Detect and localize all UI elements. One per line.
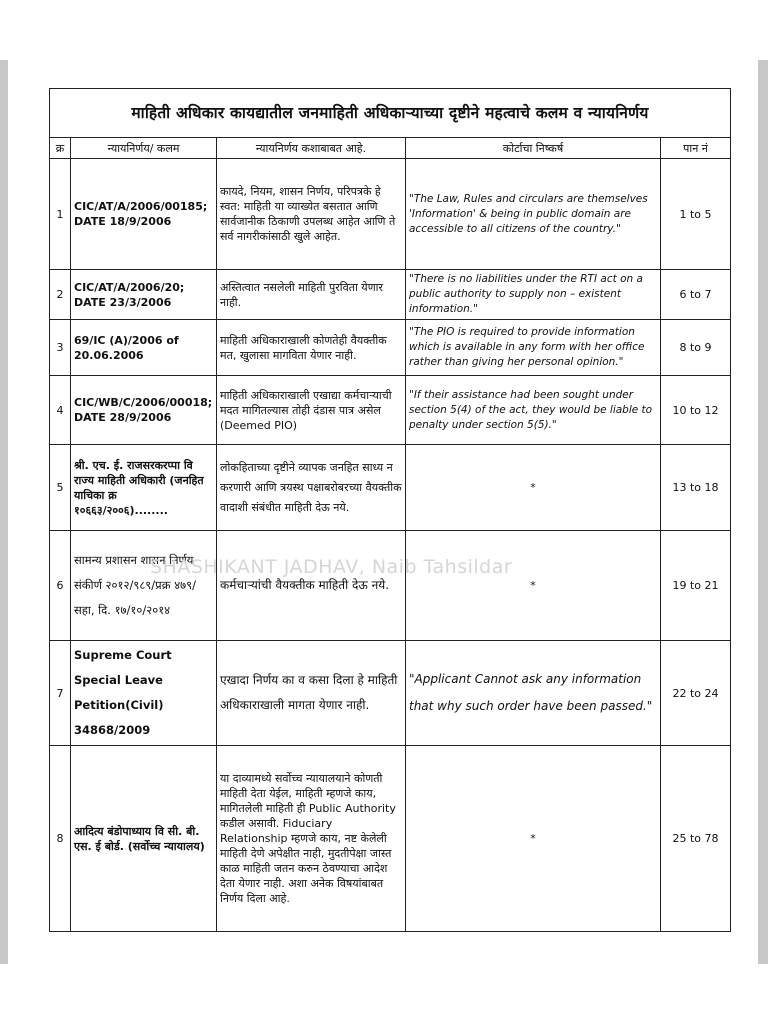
ruling-reference: Supreme Court Special Leave Petition(Civil) 34868/2009 (71, 641, 217, 746)
row-number: 2 (50, 270, 71, 320)
table-header-row (50, 138, 731, 159)
ruling-reference: सामन्य प्रशासन शासन निर्णय संकीर्ण २०१२/९८९/प्रक्र ४७९/सहा, दि. १७/१०/२०१४ (71, 531, 217, 641)
ruling-about: या दाव्यामध्ये सर्वोच्च न्यायालयाने कोणती माहिती देता येईल, माहिती म्हणजे काय, मागितलेली माहिती ही Public Authority कडील असावी. Fiduciary Relationship म्हणजे काय, नष्ट केलेली माहिती देणे अपेक्षीत नाही, मुदतीपेक्षा जास्त काळ माहिती जतन करुन ठेवण्याचा आदेश देता येणार नाही. अशा अनेक विषयांबाबत निर्णय दिला आहे. (217, 746, 406, 932)
row-number: 6 (50, 531, 71, 641)
page-range: 13 to 18 (661, 445, 731, 531)
ruling-about: कायदे, नियम, शासन निर्णय, परिपत्रके हे स्वत: माहिती या व्याख्येत बसतात आणि सार्वजानीक ठिकाणी उपलब्ध आहेत आणि ते सर्व नागरीकांसाठी खुले आहेत. (217, 159, 406, 270)
table-row (50, 376, 731, 445)
header-ruling: न्यायनिर्णय/ कलम (71, 138, 217, 159)
page-range: 6 to 7 (661, 270, 731, 320)
page-range: 8 to 9 (661, 320, 731, 376)
right-margin-shade (758, 60, 768, 964)
court-conclusion: * (406, 746, 661, 932)
court-conclusion: * (406, 445, 661, 531)
ruling-reference: CIC/AT/A/2006/20; DATE 23/3/2006 (71, 270, 217, 320)
table-row (50, 320, 731, 376)
row-number: 7 (50, 641, 71, 746)
row-number: 1 (50, 159, 71, 270)
table-row (50, 159, 731, 270)
court-conclusion: "The Law, Rules and circulars are themselves 'Information' & being in public domain are accessible to all citizens of the country." (406, 159, 661, 270)
ruling-reference: 69/IC (A)/2006 of 20.06.2006 (71, 320, 217, 376)
ruling-about: कर्मचाऱ्यांची वैयक्तीक माहिती देऊ नये. (217, 531, 406, 641)
court-conclusion: "The PIO is required to provide information which is available in any form with her office rather than giving her personal opinion." (406, 320, 661, 376)
ruling-reference: CIC/AT/A/2006/00185; DATE 18/9/2006 (71, 159, 217, 270)
ruling-about: अस्तित्वात नसलेली माहिती पुरविता येणार नाही. (217, 270, 406, 320)
page-range: 1 to 5 (661, 159, 731, 270)
table-row (50, 445, 731, 531)
ruling-reference: श्री. एच. ई. राजसरकरप्पा वि राज्य माहिती अधिकारी (जनहित याचिका क्र १०६६३/२००६)........ (71, 445, 217, 531)
header-no: क्र (50, 138, 71, 159)
row-number: 8 (50, 746, 71, 932)
document-title: माहिती अधिकार कायद्यातील जनमाहिती अधिकाऱ्याच्या दृष्टीने महत्वाचे कलम व न्यायनिर्णय (50, 89, 731, 138)
ruling-about: माहिती अधिकाराखाली कोणतेही वैयक्तीक मत, खुलासा मागविता येणार नाही. (217, 320, 406, 376)
page-range: 22 to 24 (661, 641, 731, 746)
row-number: 5 (50, 445, 71, 531)
ruling-reference: आदित्य बंडोपाध्याय वि सी. बी. एस. ई बोर्ड. (सर्वोच्च न्यायालय) (71, 746, 217, 932)
court-conclusion: "There is no liabilities under the RTI act on a public authority to supply non – existent information." (406, 270, 661, 320)
row-number: 3 (50, 320, 71, 376)
ruling-about: माहिती अधिकाराखाली एखाद्या कर्मचाऱ्याची मदत मागितल्यास तोही दंडास पात्र असेल (Deemed PIO) (217, 376, 406, 445)
court-conclusion: * (406, 531, 661, 641)
row-number: 4 (50, 376, 71, 445)
table-row (50, 746, 731, 932)
watermark-text: SHASHIKANT JADHAV, Naib Tahsildar (150, 556, 513, 578)
ruling-about: एखादा निर्णय का व कसा दिला हे माहिती अधिकाराखाली मागता येणार नाही. (217, 641, 406, 746)
left-margin-shade (0, 60, 8, 964)
page-range: 10 to 12 (661, 376, 731, 445)
ruling-about: लोकहिताच्या दृष्टीने व्यापक जनहित साध्य न करणारी आणि त्रयस्थ पक्षाबरोबरच्या वैयक्तीक वादाशी संबंधीत माहिती देऊ नये. (217, 445, 406, 531)
header-conclusion: कोर्टाचा निष्कर्ष (406, 138, 661, 159)
court-conclusion: "If their assistance had been sought under section 5(4) of the act, they would be liable to penalty under section 5(5)." (406, 376, 661, 445)
header-about: न्यायनिर्णय कशाबाबत आहे. (217, 138, 406, 159)
court-conclusion: "Applicant Cannot ask any information that why such order have been passed." (406, 641, 661, 746)
ruling-reference: CIC/WB/C/2006/00018; DATE 28/9/2006 (71, 376, 217, 445)
header-page: पान नं (661, 138, 731, 159)
page-range: 19 to 21 (661, 531, 731, 641)
table-row (50, 641, 731, 746)
table-row (50, 531, 731, 641)
rulings-table (49, 88, 731, 932)
page-range: 25 to 78 (661, 746, 731, 932)
table-row (50, 270, 731, 320)
